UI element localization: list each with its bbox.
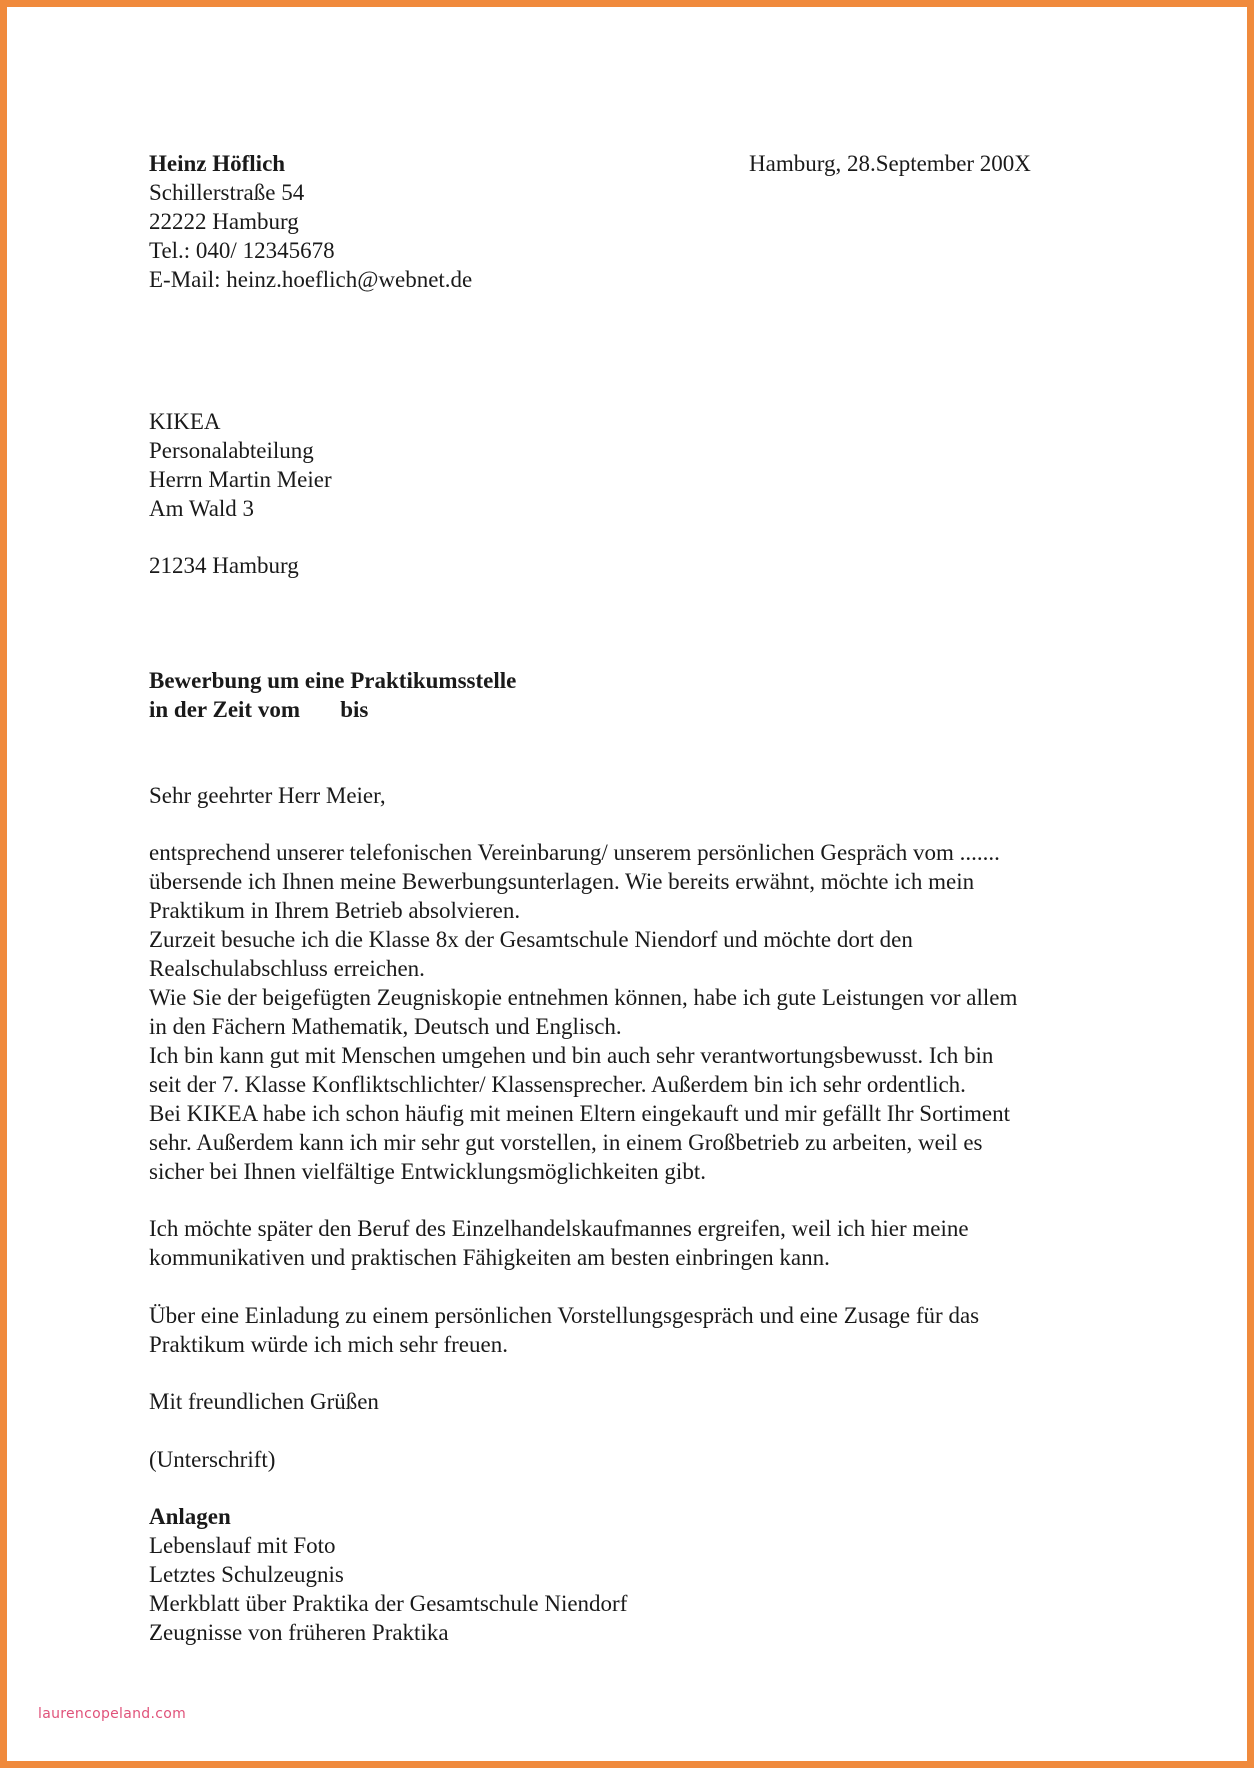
recipient-department: Personalabteilung: [149, 438, 314, 463]
body-line: sicher bei Ihnen vielfältige Entwicklungsmöglichkeiten gibt.: [149, 1159, 706, 1184]
recipient-city: 21234 Hamburg: [149, 553, 299, 578]
body-line: seit der 7. Klasse Konfliktschlichter/ Klassensprecher. Außerdem bin ich sehr ordentlich.: [149, 1072, 966, 1097]
body-line: Praktikum in Ihrem Betrieb absolvieren.: [149, 898, 521, 923]
body-line: kommunikativen und praktischen Fähigkeiten am besten einbringen kann.: [149, 1245, 830, 1270]
body-line: Realschulabschluss erreichen.: [149, 956, 425, 981]
attachment-item: Letztes Schulzeugnis: [149, 1562, 344, 1587]
recipient-person: Herrn Martin Meier: [149, 467, 332, 492]
sender-name: Heinz Höflich: [149, 151, 286, 176]
sender-street: Schillerstraße 54: [149, 180, 305, 205]
body-line: entsprechend unserer telefonischen Vereinbarung/ unserem persönlichen Gespräch vom .......: [149, 840, 1000, 865]
body-line: Ich möchte später den Beruf des Einzelhandelskaufmannes ergreifen, weil ich hier meine: [149, 1216, 969, 1241]
body-line: Bei KIKEA habe ich schon häufig mit meinen Eltern eingekauft und mir gefällt Ihr Sortiment: [149, 1101, 1010, 1126]
salutation: Sehr geehrter Herr Meier,: [149, 783, 386, 808]
closing: Mit freundlichen Grüßen: [149, 1389, 379, 1414]
attachments-title: Anlagen: [149, 1504, 231, 1529]
recipient-street: Am Wald 3: [149, 496, 255, 521]
letter-date: Hamburg, 28.September 200X: [749, 151, 1031, 176]
body-line: Zurzeit besuche ich die Klasse 8x der Gesamtschule Niendorf und möchte dort den: [149, 927, 913, 952]
attachment-item: Merkblatt über Praktika der Gesamtschule Niendorf: [149, 1591, 628, 1616]
body-line: Über eine Einladung zu einem persönlichen Vorstellungsgespräch und eine Zusage für das: [149, 1303, 980, 1328]
attachment-item: Zeugnisse von früheren Praktika: [149, 1620, 449, 1645]
body-line: Praktikum würde ich mich sehr freuen.: [149, 1332, 508, 1357]
body-line: Wie Sie der beigefügten Zeugniskopie entnehmen können, habe ich gute Leistungen vor allem: [149, 985, 1018, 1010]
sender-city: 22222 Hamburg: [149, 209, 299, 234]
recipient-company: KIKEA: [149, 409, 221, 434]
subject-line-2: in der Zeit vom bis: [149, 697, 369, 722]
sender-phone: Tel.: 040/ 12345678: [149, 238, 335, 263]
watermark: laurencopeland.com: [38, 1706, 187, 1722]
body-line: übersende ich Ihnen meine Bewerbungsunterlagen. Wie bereits erwähnt, möchte ich mein: [149, 869, 975, 894]
attachment-item: Lebenslauf mit Foto: [149, 1533, 336, 1558]
subject-line-1: Bewerbung um eine Praktikumsstelle: [149, 668, 517, 693]
body-line: Ich bin kann gut mit Menschen umgehen und bin auch sehr verantwortungsbewusst. Ich bin: [149, 1043, 994, 1068]
sender-email: E-Mail: heinz.hoeflich@webnet.de: [149, 267, 473, 292]
body-line: in den Fächern Mathematik, Deutsch und Englisch.: [149, 1014, 622, 1039]
body-line: sehr. Außerdem kann ich mir sehr gut vorstellen, in einem Großbetrieb zu arbeiten, weil es: [149, 1130, 983, 1155]
signature-placeholder: (Unterschrift): [149, 1447, 276, 1472]
